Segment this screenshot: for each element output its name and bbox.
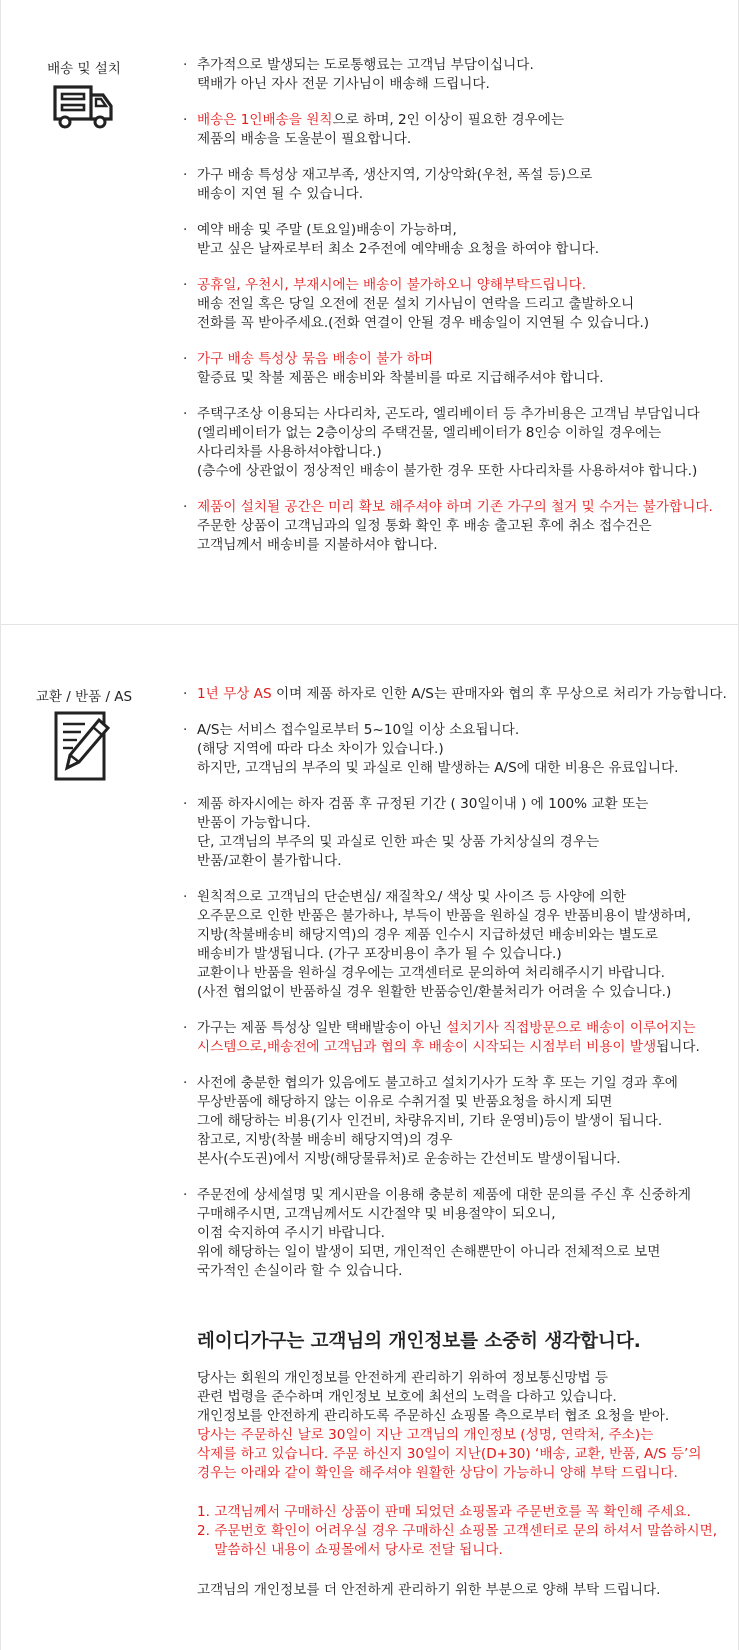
body-text: 본사(수도권)에서 지방(해당물류처)로 운송하는 간선비도 발생이됩니다. [197, 1151, 621, 1167]
item-line [197, 350, 604, 369]
body-text: 오주문으로 인한 반품은 불가하나, 부득이 반품을 원하실 경우 반품비용이 발생하며, [197, 908, 692, 924]
item-line [197, 814, 648, 833]
document-pencil-icon [53, 710, 111, 786]
bullet: · [183, 1187, 188, 1203]
privacy-note [197, 1522, 717, 1541]
highlight-text: 시스템으로,배송전에 고객님과 협의 후 배송이 시작되는 시점부터 비용이 발생 [197, 1039, 657, 1055]
body-text: 됩니다. [656, 1039, 700, 1055]
privacy-line [197, 1426, 701, 1445]
body-text: (사전 협의없이 반품하실 경우 원활한 반품승인/환불처리가 어려울 수 있습니다.) [197, 984, 672, 1000]
item-line [197, 833, 648, 852]
item-line [197, 1262, 691, 1281]
body-text: 배송비가 발생됩니다. (가구 포장비용이 추가 될 수 있습니다.) [197, 946, 562, 962]
body-text: 배송이 지연 될 수 있습니다. [197, 186, 364, 202]
item-line [197, 926, 691, 945]
item-line [197, 945, 691, 964]
highlight-text: 1년 무상 AS [197, 686, 272, 702]
body-text: 예약 배송 및 주말 (토요일)배송이 가능하며, [197, 222, 457, 238]
body-text: 할증료 및 착불 제품은 배송비와 착불비를 따로 지급해주셔야 합니다. [197, 370, 604, 386]
body-text: 사다리차를 사용하셔야합니다.) [197, 444, 382, 460]
bullet: · [183, 1075, 188, 1091]
bullet: · [183, 277, 188, 293]
item-line [197, 685, 727, 704]
bullet: · [183, 112, 188, 128]
item-line [197, 721, 678, 740]
item-line [197, 1019, 700, 1038]
body-text: 배송 전일 혹은 당일 오전에 전문 설치 기사님이 연락을 드리고 출발하오니 [197, 296, 635, 312]
privacy-note [197, 1503, 717, 1522]
body-text: 이점 숙지하여 주시기 바랍니다. [197, 1225, 385, 1241]
item-line [197, 369, 604, 388]
body-text: 지방(착불배송비 해당지역)의 경우 제품 인수시 지급하셨던 배송비와는 별도로 [197, 927, 659, 943]
privacy-footer: 고객님의 개인정보를 더 안전하게 관리하기 위한 부분으로 양해 부탁 드립니다. [197, 1582, 661, 1598]
privacy-line [197, 1388, 701, 1407]
body-text: 참고로, 지방(착불 배송비 해당지역)의 경우 [197, 1132, 453, 1148]
body-text: 주문한 상품이 고객님과의 일정 통화 확인 후 배송 출고된 후에 취소 접수건은 [197, 518, 652, 534]
privacy-line [197, 1369, 701, 1388]
body-text: 원칙적으로 고객님의 단순변심/ 재질착오/ 색상 및 사이즈 등 사양에 의한 [197, 889, 626, 905]
privacy-line [197, 1407, 701, 1426]
item-line [197, 907, 691, 926]
body-text: 전화를 꼭 받아주세요.(전화 연결이 안될 경우 배송일이 지연될 수 있습니다.) [197, 315, 650, 331]
highlight-text: 경우는 아래와 같이 확인을 해주셔야 원활한 상담이 가능하니 양해 부탁 드립니다. [197, 1465, 678, 1481]
item-line [197, 888, 691, 907]
bullet: · [183, 796, 188, 812]
item-line [197, 405, 700, 424]
highlight-text: 제품이 설치될 공간은 미리 확보 해주셔야 하며 기존 가구의 철거 및 수거는 불가합니다. [197, 499, 713, 515]
body-text: 구매해주시면, 고객님께서도 시간절약 및 비용절약이 되오니, [197, 1206, 556, 1222]
item-line [197, 536, 713, 555]
item-line [197, 166, 592, 185]
privacy-notes [197, 1503, 717, 1560]
item-line [197, 130, 564, 149]
item-line [197, 221, 599, 240]
body-text: A/S는 서비스 접수일로부터 5~10일 이상 소요됩니다. [197, 722, 520, 738]
item-line [197, 983, 691, 1002]
body-text: 받고 싶은 날짜로부터 최소 2주전에 예약배송 요청을 하여야 합니다. [197, 241, 600, 257]
item-line [197, 517, 713, 536]
item-line [197, 1224, 691, 1243]
body-text: 교환이나 반품을 원하실 경우에는 고객센터로 문의하여 처리해주시기 바랍니다. [197, 965, 665, 981]
body-text: 단, 고객님의 부주의 및 과실로 인한 파손 및 상품 가치상실의 경우는 [197, 834, 600, 850]
bullet: · [183, 722, 188, 738]
privacy-body [197, 1369, 701, 1483]
bullet: · [183, 1020, 188, 1036]
bullet: · [183, 351, 188, 367]
body-text: 고객님께서 배송비를 지불하셔야 합니다. [197, 537, 438, 553]
item-line [197, 1112, 678, 1131]
privacy-title: 레이디가구는 고객님의 개인정보를 소중히 생각합니다. [197, 1331, 641, 1352]
body-text: 추가적으로 발생되는 도로통행료는 고객님 부담이십니다. [197, 57, 534, 73]
item-line [197, 1243, 691, 1262]
delivery-truck-icon [53, 84, 113, 134]
item-line [197, 759, 678, 778]
highlight-text: 삭제를 하고 있습니다. 주문 하신지 30일이 지난(D+30) ‘배송, 교환, 반품, A/S 등’의 [197, 1446, 702, 1462]
item-line [197, 424, 700, 443]
body-text: 가구 배송 특성상 재고부족, 생산지역, 기상악화(우천, 폭설 등)으로 [197, 167, 593, 183]
bullet: · [183, 889, 188, 905]
delivery-section-label: 배송 및 설치 [47, 61, 121, 77]
item-line [197, 111, 564, 130]
body-text: 무상반품에 해당하지 않는 이유로 수취거절 및 반품요청을 하시게 되면 [197, 1094, 613, 1110]
item-line [197, 498, 713, 517]
item-line [197, 462, 700, 481]
body-text: 하지만, 고객님의 부주의 및 과실로 인해 발생하는 A/S에 대한 비용은 유료입니다. [197, 760, 679, 776]
item-line [197, 1074, 678, 1093]
body-text: 당사는 회원의 개인정보를 안전하게 관리하기 위하여 정보통신망법 등 [197, 1370, 609, 1386]
item-line [197, 56, 534, 75]
item-line [197, 1038, 700, 1057]
body-text: 국가적인 손실이라 할 수 있습니다. [197, 1263, 403, 1279]
highlight-text: 2. 주문번호 확인이 어려우실 경우 구매하신 쇼핑몰 고객센터로 문의 하셔서 말씀하시면, [197, 1523, 718, 1539]
bullet: · [183, 406, 188, 422]
bullet: · [183, 167, 188, 183]
item-line [197, 1205, 691, 1224]
item-line [197, 964, 691, 983]
delivery-section [0, 0, 739, 625]
item-line [197, 1131, 678, 1150]
body-text: 가구는 제품 특성상 일반 택배발송이 아닌 [197, 1020, 447, 1036]
body-text: 주문전에 상세설명 및 게시판을 이용해 충분히 제품에 대한 문의를 주신 후 신중하게 [197, 1187, 692, 1203]
highlight-text: 가구 배송 특성상 묶음 배송이 불가 하며 [197, 351, 434, 367]
body-text: 제품의 배송을 도울분이 필요합니다. [197, 131, 412, 147]
body-text: 택배가 아닌 자사 전문 기사님이 배송해 드립니다. [197, 76, 490, 92]
privacy-line [197, 1464, 701, 1483]
body-text: 주택구조상 이용되는 사다리차, 곤도라, 엘리베이터 등 추가비용은 고객님 부담입니다 [197, 406, 700, 422]
highlight-text: 1. 고객님께서 구매하신 상품이 판매 되었던 쇼핑몰과 주문번호를 꼭 확인해 주세요. [197, 1504, 691, 1520]
highlight-text: 당사는 주문하신 날로 30일이 지난 고객님의 개인정보 (성명, 연락처, 주소)는 [197, 1427, 654, 1443]
item-line [197, 295, 649, 314]
body-text: (해당 지역에 따라 다소 차이가 있습니다.) [197, 741, 444, 757]
item-line [197, 1150, 678, 1169]
body-text: 관련 법령을 준수하며 개인정보 보호에 최선의 노력을 다하고 있습니다. [197, 1389, 617, 1405]
body-text: 반품/교환이 불가합니다. [197, 853, 342, 869]
item-line [197, 185, 592, 204]
bullet: · [183, 222, 188, 238]
item-line [197, 314, 649, 333]
body-text: 이며 제품 하자로 인한 A/S는 판매자와 협의 후 무상으로 처리가 가능합니다. [271, 686, 727, 702]
body-text: (층수에 상관없이 정상적인 배송이 불가한 경우 또한 사다리차를 사용하셔야 합니다.) [197, 463, 698, 479]
item-line [197, 852, 648, 871]
item-line [197, 1186, 691, 1205]
bullet: · [183, 686, 188, 702]
item-line [197, 240, 599, 259]
highlight-text: 설치기사 직접방문으로 배송이 이루어지는 [446, 1020, 696, 1036]
item-line [197, 795, 648, 814]
body-text: 그에 해당하는 비용(기사 인건비, 차량유지비, 기타 운영비)등이 발생이 됩니다. [197, 1113, 663, 1129]
body-text: 으로 하며, 2인 이상이 필요한 경우에는 [332, 112, 565, 128]
privacy-note [197, 1541, 717, 1560]
body-text: 개인정보를 안전하게 관리하도록 주문하신 쇼핑몰 측으로부터 협조 요청을 받아. [197, 1408, 670, 1424]
bullet: · [183, 57, 188, 73]
exchange-section [0, 625, 739, 1650]
item-line [197, 75, 534, 94]
highlight-text: 공휴일, 우천시, 부재시에는 배송이 불가하오니 양해부탁드립니다. [197, 277, 587, 293]
item-line [197, 276, 649, 295]
highlight-text: 말씀하신 내용이 쇼핑몰에서 당사로 전달 됩니다. [197, 1542, 503, 1558]
privacy-line [197, 1445, 701, 1464]
body-text: 반품이 가능합니다. [197, 815, 311, 831]
body-text: 사전에 충분한 협의가 있음에도 불고하고 설치기사가 도착 후 또는 기일 경과 후에 [197, 1075, 678, 1091]
exchange-section-label: 교환 / 반품 / AS [35, 689, 133, 705]
highlight-text: 배송은 1인배송을 원칙 [197, 112, 333, 128]
bullet: · [183, 499, 188, 515]
item-line [197, 443, 700, 462]
item-line [197, 740, 678, 759]
body-text: 위에 해당하는 일이 발생이 되면, 개인적인 손해뿐만이 아니라 전체적으로 보면 [197, 1244, 661, 1260]
body-text: 제품 하자시에는 하자 검품 후 규정된 기간 ( 30일이내 ) 에 100% 교환 또는 [197, 796, 649, 812]
body-text: (엘리베이터가 없는 2층이상의 주택건물, 엘리베이터가 8인승 이하일 경우에는 [197, 425, 662, 441]
item-line [197, 1093, 678, 1112]
